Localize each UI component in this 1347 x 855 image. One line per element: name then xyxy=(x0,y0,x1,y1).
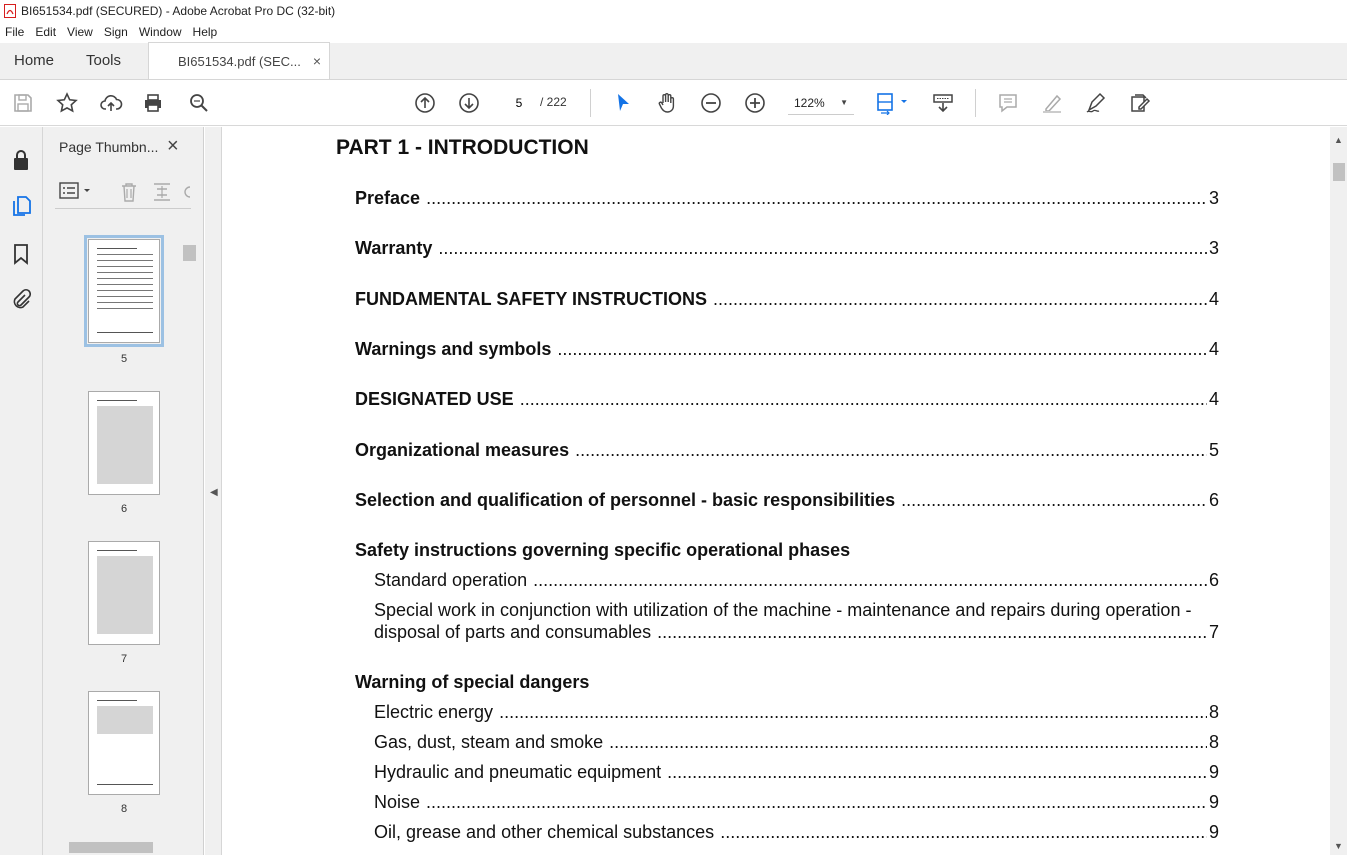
document-scrollbar[interactable] xyxy=(1330,127,1347,855)
tab-document-label: BI651534.pdf (SEC... xyxy=(178,53,301,69)
toc-section-heading[interactable]: Safety instructions governing specific operational phases xyxy=(355,540,851,560)
zoom-out-icon[interactable] xyxy=(698,90,724,116)
thumb-line xyxy=(97,296,153,297)
panel-splitter[interactable] xyxy=(205,127,222,855)
toc-leader xyxy=(426,792,1207,813)
thumb-line xyxy=(97,556,153,634)
thumb-line xyxy=(97,550,137,551)
fill-sign-icon[interactable] xyxy=(1083,90,1109,116)
toc-leader xyxy=(901,490,1207,511)
page-title: PART 1 - INTRODUCTION xyxy=(336,136,589,159)
comment-icon[interactable] xyxy=(995,90,1021,116)
menu-window[interactable]: Window xyxy=(138,25,182,39)
thumb-line xyxy=(97,272,153,273)
thumb-line xyxy=(97,700,137,701)
toc-entry[interactable] xyxy=(355,188,1219,209)
page-thumbnail[interactable] xyxy=(88,541,160,645)
toc-entry[interactable] xyxy=(355,238,1219,259)
toc-entry-text: DESIGNATED USE xyxy=(355,389,514,409)
toc-subentry[interactable] xyxy=(374,570,1219,591)
tab-home[interactable]: Home xyxy=(14,52,55,69)
toc-page-number: 8 xyxy=(1208,732,1219,752)
toc-entry-text: Electric energy xyxy=(374,702,494,722)
print-icon[interactable] xyxy=(140,90,166,116)
toc-page-number: 6 xyxy=(1208,570,1219,590)
toc-entry[interactable] xyxy=(355,339,1219,360)
collapse-panel-icon[interactable]: ◀ xyxy=(210,487,218,498)
lock-icon[interactable] xyxy=(9,148,33,172)
page-total: / 222 xyxy=(540,95,567,109)
star-icon[interactable] xyxy=(54,90,80,116)
toc-entry[interactable] xyxy=(355,490,1219,511)
toc-entry-text: Standard operation xyxy=(374,570,528,590)
title-bar xyxy=(0,0,1347,22)
menu-file[interactable]: File xyxy=(5,25,25,39)
thumb-line xyxy=(97,254,153,255)
page-thumbnails-icon[interactable] xyxy=(9,194,33,218)
zoom-select[interactable] xyxy=(788,91,854,115)
highlight-pen-icon[interactable] xyxy=(1039,90,1065,116)
toc-entry-text: Gas, dust, steam and smoke xyxy=(374,732,604,752)
toc-entry-text-line1: Special work in conjunction with utilization of the machine - maintenance and repairs during operation - xyxy=(374,600,1192,620)
toc-page-number: 5 xyxy=(1208,440,1219,460)
hand-tool-icon[interactable] xyxy=(654,90,680,116)
extract-pages-icon[interactable] xyxy=(151,181,173,206)
close-icon[interactable]: × xyxy=(167,135,179,157)
page-fit-icon[interactable] xyxy=(874,90,910,116)
thumb-line xyxy=(97,400,137,401)
toc-subentry[interactable] xyxy=(374,822,1219,843)
bookmark-icon[interactable] xyxy=(9,242,33,266)
toolbar-separator xyxy=(975,89,976,117)
page-thumbnail[interactable] xyxy=(88,391,160,495)
document-view[interactable] xyxy=(222,127,1330,855)
toc-leader xyxy=(713,289,1207,310)
thumbnail-options-icon[interactable] xyxy=(59,181,93,204)
toolbar xyxy=(0,80,1347,126)
scrollbar-thumb[interactable] xyxy=(69,842,153,853)
toc-entry-text: Oil, grease and other chemical substances xyxy=(374,822,715,842)
menu-help[interactable]: Help xyxy=(192,25,218,39)
toc-leader xyxy=(557,339,1207,360)
thumbnails-scrollbar[interactable] xyxy=(181,231,198,839)
toc-section-heading[interactable]: Warning of special dangers xyxy=(355,672,590,692)
toc-subentry[interactable] xyxy=(374,732,1219,753)
thumb-line xyxy=(97,278,153,279)
save-icon[interactable] xyxy=(10,90,36,116)
left-rail xyxy=(0,127,43,855)
zoom-in-icon[interactable] xyxy=(742,90,768,116)
toc-page-number: 4 xyxy=(1208,339,1219,359)
thumbnail-label: 7 xyxy=(120,653,128,665)
thumb-line xyxy=(97,260,153,261)
menu-sign[interactable]: Sign xyxy=(103,25,128,39)
toc-entry-text: FUNDAMENTAL SAFETY INSTRUCTIONS xyxy=(355,289,708,309)
thumbnail-label: 6 xyxy=(120,503,128,515)
toc-leader xyxy=(657,622,1207,643)
toc-entry-text: Selection and qualification of personnel - basic responsibilities xyxy=(355,490,896,510)
toc-entry-text: Preface xyxy=(355,188,421,208)
window-title: BI651534.pdf (SECURED) - Adobe Acrobat Pro DC (32-bit) xyxy=(21,4,336,18)
toc-subentry[interactable] xyxy=(374,792,1219,813)
toc-subentry-continuation[interactable] xyxy=(374,622,1219,643)
toc-entry[interactable] xyxy=(355,289,1219,310)
tab-tools[interactable]: Tools xyxy=(86,52,122,69)
toc-entry-text-line2: disposal of parts and consumables xyxy=(374,622,652,642)
close-tab-icon[interactable]: × xyxy=(312,53,321,69)
toc-subentry[interactable] xyxy=(374,762,1219,783)
toc-leader xyxy=(720,822,1207,843)
thumb-line xyxy=(97,248,137,249)
tab-document[interactable] xyxy=(148,42,330,79)
previous-page-icon[interactable] xyxy=(412,90,438,116)
page-thumbnail[interactable] xyxy=(88,239,160,343)
thumb-line xyxy=(97,308,153,309)
thumbnails-hscrollbar[interactable] xyxy=(55,839,195,855)
menu-bar xyxy=(0,22,1347,42)
toc-page-number: 4 xyxy=(1208,289,1219,309)
pdf-app-icon xyxy=(4,4,16,18)
zoom-value: 122% xyxy=(794,95,825,110)
toc-page-number: 6 xyxy=(1208,490,1219,510)
tab-bar xyxy=(0,43,1347,80)
toc-page-number: 9 xyxy=(1208,762,1219,782)
toc-entry[interactable] xyxy=(355,389,1219,410)
thumb-line xyxy=(97,302,153,303)
menu-edit[interactable]: Edit xyxy=(35,25,57,39)
select-cursor-icon[interactable] xyxy=(610,90,636,116)
toc-page-number: 9 xyxy=(1208,822,1219,842)
menu-view[interactable]: View xyxy=(67,25,93,39)
thumb-line xyxy=(97,290,153,291)
thumb-line xyxy=(97,784,153,785)
toc-page-number: 3 xyxy=(1208,188,1219,208)
panel-title: Page Thumbn... xyxy=(59,139,159,155)
toc-page-number: 9 xyxy=(1208,792,1219,812)
scroll-mode-icon[interactable] xyxy=(930,90,956,116)
toc-entry-text: Warranty xyxy=(355,238,433,258)
toc-leader xyxy=(667,762,1207,783)
toc-entry-text: Warnings and symbols xyxy=(355,339,552,359)
toc-entry-text: Hydraulic and pneumatic equipment xyxy=(374,762,662,782)
toc-entry[interactable] xyxy=(355,440,1219,461)
toc-leader xyxy=(520,389,1207,410)
toc-page-number: 3 xyxy=(1208,238,1219,258)
toc-leader xyxy=(533,570,1207,591)
scroll-up-icon[interactable]: ▲ xyxy=(1334,135,1343,145)
toc-leader xyxy=(426,188,1207,209)
toc-leader xyxy=(438,238,1207,259)
thumb-line xyxy=(97,406,153,484)
thumbnail-label: 8 xyxy=(120,803,128,815)
page-thumbnails-panel xyxy=(43,127,204,855)
toc-page-number: 8 xyxy=(1208,702,1219,722)
thumb-line xyxy=(97,266,153,267)
toc-subentry[interactable] xyxy=(374,599,1219,621)
toolbar-separator xyxy=(590,89,591,117)
scroll-down-icon[interactable]: ▼ xyxy=(1334,841,1343,851)
thumb-line xyxy=(97,706,153,734)
toc-subentry[interactable] xyxy=(374,702,1219,723)
toc-leader xyxy=(609,732,1207,753)
delete-page-icon[interactable] xyxy=(119,181,139,206)
scrollbar-thumb[interactable] xyxy=(183,245,196,261)
toc-entry-text: Organizational measures xyxy=(355,440,570,460)
toc-leader xyxy=(499,702,1207,723)
toc-entry-text: Noise xyxy=(374,792,421,812)
page-number-input[interactable] xyxy=(502,93,536,113)
thumbnail-label: 5 xyxy=(120,353,128,365)
scrollbar-thumb[interactable] xyxy=(1333,163,1345,181)
search-icon[interactable] xyxy=(186,90,212,116)
toc-leader xyxy=(575,440,1207,461)
panel-toolbar xyxy=(55,175,191,209)
upload-cloud-icon[interactable] xyxy=(98,90,124,116)
thumb-line xyxy=(97,284,153,285)
toc-page-number: 7 xyxy=(1208,622,1219,642)
rotate-page-icon[interactable] xyxy=(183,181,191,206)
next-page-icon[interactable] xyxy=(456,90,482,116)
thumb-line xyxy=(97,332,153,333)
toc-page-number: 4 xyxy=(1208,389,1219,409)
chevron-down-icon: ▼ xyxy=(840,98,848,107)
attachment-icon[interactable] xyxy=(9,287,33,311)
page-thumbnail[interactable] xyxy=(88,691,160,795)
edit-pdf-icon[interactable] xyxy=(1127,90,1153,116)
